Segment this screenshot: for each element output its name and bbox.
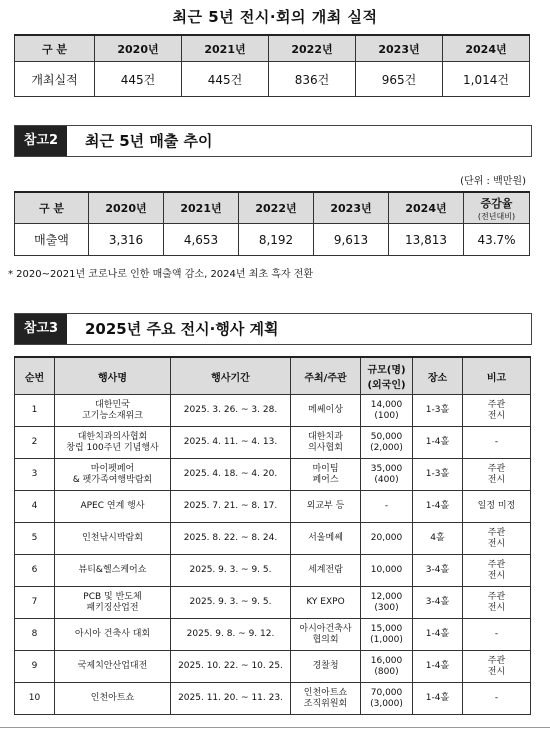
header-cell: 구 분 bbox=[15, 35, 95, 62]
section-title: 최근 5년 매출 추이 bbox=[85, 132, 213, 150]
table-cell: 9,613 bbox=[314, 224, 389, 256]
table-cell bbox=[55, 395, 171, 427]
table-cell bbox=[171, 427, 291, 459]
table-cell bbox=[55, 427, 171, 459]
table-cell bbox=[291, 459, 361, 491]
cell-text: 6 bbox=[31, 565, 38, 575]
table-cell bbox=[291, 619, 361, 651]
header-cell bbox=[464, 192, 530, 224]
table-cell bbox=[413, 619, 463, 651]
cell-text: 2025. 7. 21. ~ 8. 17. bbox=[183, 501, 278, 511]
footnote: * 2020~2021년 코로나로 인한 매출액 감소, 2024년 최초 흑자 전환 bbox=[8, 269, 314, 280]
cell-text: - bbox=[384, 501, 389, 511]
table-cell bbox=[361, 395, 413, 427]
cell-text: 2025. 9. 3. ~ 9. 5. bbox=[189, 565, 272, 575]
cell-text: 2025. 3. 26. ~ 3. 28. bbox=[183, 405, 278, 415]
header-label: 규모(명) bbox=[367, 365, 406, 376]
cell-text: 페어스 bbox=[312, 474, 339, 485]
table-row bbox=[15, 459, 531, 491]
table-cell: 965건 bbox=[356, 62, 443, 97]
page-title: 최근 5년 전시·회의 개최 실적 bbox=[172, 8, 378, 26]
header-cell bbox=[361, 357, 413, 395]
table-cell bbox=[413, 587, 463, 619]
table-cell bbox=[463, 459, 531, 491]
table-cell bbox=[15, 395, 55, 427]
table-cell bbox=[291, 683, 361, 715]
table-cell bbox=[413, 395, 463, 427]
table-cell bbox=[55, 651, 171, 683]
header-cell: 2021년 bbox=[182, 35, 269, 62]
table-cell bbox=[15, 523, 55, 555]
cell-text: 전시 bbox=[487, 666, 506, 677]
cell-text: 1-4홀 bbox=[425, 661, 450, 671]
cell-text: 대한치과의사협회 bbox=[77, 431, 148, 442]
table-cell bbox=[171, 491, 291, 523]
table-row bbox=[15, 427, 531, 459]
table-cell: 3,316 bbox=[89, 224, 164, 256]
table-cell bbox=[171, 555, 291, 587]
table-cell bbox=[171, 651, 291, 683]
table-cell: 매출액 bbox=[15, 224, 89, 256]
table-cell bbox=[361, 683, 413, 715]
table-cell bbox=[55, 555, 171, 587]
cell-text: - bbox=[494, 437, 499, 447]
cell-text: 2025. 4. 11. ~ 4. 13. bbox=[183, 437, 278, 447]
cell-text: (400) bbox=[374, 474, 399, 485]
table-cell bbox=[15, 555, 55, 587]
table-cell bbox=[361, 651, 413, 683]
header-cell: 2021년 bbox=[164, 192, 239, 224]
table-cell bbox=[171, 459, 291, 491]
section-title: 2025년 주요 전시·행사 계획 bbox=[85, 320, 279, 338]
cell-text: 5 bbox=[31, 533, 38, 543]
table-cell bbox=[463, 587, 531, 619]
table-cell bbox=[291, 491, 361, 523]
cell-text: 일정 미정 bbox=[477, 501, 516, 511]
table-cell: 1,014건 bbox=[443, 62, 530, 97]
table-cell bbox=[361, 523, 413, 555]
cell-text: 아시아건축사 bbox=[299, 623, 352, 634]
table-cell bbox=[55, 523, 171, 555]
cell-text: 주관 bbox=[487, 655, 506, 666]
cell-text: 8 bbox=[31, 629, 38, 639]
header-cell: 2020년 bbox=[95, 35, 182, 62]
table-cell bbox=[463, 683, 531, 715]
section-heading-2 bbox=[14, 125, 532, 157]
header-sublabel: (외국인) bbox=[367, 380, 406, 391]
table-cell bbox=[171, 587, 291, 619]
cell-text: 3 bbox=[31, 469, 38, 479]
table-header-row bbox=[15, 192, 530, 224]
table-cell bbox=[55, 491, 171, 523]
section-tag: 참고3 bbox=[15, 314, 67, 344]
table-row bbox=[15, 651, 531, 683]
cell-text: 전시 bbox=[487, 570, 506, 581]
cell-text: 4홀 bbox=[430, 533, 445, 543]
table-cell bbox=[413, 491, 463, 523]
cell-text: 마이팀 bbox=[312, 463, 339, 474]
cell-text: 전시 bbox=[487, 602, 506, 613]
cell-text: 35,000 bbox=[370, 463, 403, 474]
cell-text: 7 bbox=[31, 597, 38, 607]
cell-text: & 펫가족여행박람회 bbox=[72, 474, 153, 485]
cell-text: 국제치안산업대전 bbox=[77, 661, 148, 671]
cell-text: (800) bbox=[374, 666, 399, 677]
table-cell bbox=[463, 555, 531, 587]
cell-text: 대한민국 bbox=[95, 399, 130, 410]
cell-text: 전시 bbox=[487, 474, 506, 485]
table-cell bbox=[15, 683, 55, 715]
cell-text: 주관 bbox=[487, 591, 506, 602]
table-cell bbox=[463, 523, 531, 555]
cell-text: 1 bbox=[31, 405, 38, 415]
table-row bbox=[15, 395, 531, 427]
table-cell bbox=[291, 523, 361, 555]
cell-text: 주관 bbox=[487, 399, 506, 410]
cell-text: 외교부 등 bbox=[306, 501, 345, 511]
table-cell bbox=[15, 459, 55, 491]
sales-table bbox=[14, 191, 530, 256]
table-cell: 개최실적 bbox=[15, 62, 95, 97]
cell-text: 70,000 bbox=[370, 687, 403, 698]
table-cell bbox=[413, 459, 463, 491]
table-cell bbox=[15, 651, 55, 683]
table-cell bbox=[15, 619, 55, 651]
table-row bbox=[15, 491, 531, 523]
table-cell bbox=[55, 619, 171, 651]
table-cell bbox=[413, 651, 463, 683]
table-row bbox=[15, 523, 531, 555]
cell-text: 50,000 bbox=[370, 431, 403, 442]
cell-text: 협의회 bbox=[312, 634, 339, 645]
cell-text: 1-3홀 bbox=[425, 405, 450, 415]
cell-text: (100) bbox=[374, 410, 399, 421]
table-cell bbox=[463, 619, 531, 651]
table-cell bbox=[463, 427, 531, 459]
header-cell: 순번 bbox=[15, 357, 55, 395]
cell-text: 15,000 bbox=[370, 623, 403, 634]
cell-text: 인천낚시박람회 bbox=[82, 533, 143, 543]
table-cell bbox=[361, 459, 413, 491]
cell-text: 2025. 9. 3. ~ 9. 5. bbox=[189, 597, 272, 607]
cell-text: 10,000 bbox=[370, 565, 403, 575]
header-cell: 2023년 bbox=[356, 35, 443, 62]
cell-text: KY EXPO bbox=[306, 597, 345, 607]
cell-text: (300) bbox=[374, 602, 399, 613]
cell-text: 1-4홀 bbox=[425, 501, 450, 511]
section-tag: 참고2 bbox=[15, 126, 67, 156]
cell-text: (3,000) bbox=[370, 698, 403, 709]
table-cell bbox=[55, 459, 171, 491]
table-cell bbox=[361, 427, 413, 459]
table-cell bbox=[55, 683, 171, 715]
cell-text: 아시아 건축사 대회 bbox=[74, 629, 151, 639]
cell-text: 16,000 bbox=[370, 655, 403, 666]
table-cell bbox=[463, 395, 531, 427]
cell-text: 마이펫페어 bbox=[90, 463, 135, 474]
table-cell bbox=[291, 395, 361, 427]
cell-text: 의사협회 bbox=[308, 442, 343, 453]
cell-text: 14,000 bbox=[370, 399, 403, 410]
cell-text: APEC 연계 행사 bbox=[80, 501, 145, 511]
cell-text: 1-4홀 bbox=[425, 629, 450, 639]
header-cell: 행사기간 bbox=[171, 357, 291, 395]
cell-text: (2,000) bbox=[370, 442, 403, 453]
cell-text: 2025. 10. 22. ~ 10. 25. bbox=[178, 661, 283, 671]
table-row bbox=[15, 683, 531, 715]
table-cell bbox=[413, 555, 463, 587]
cell-text: 3-4홀 bbox=[425, 565, 450, 575]
table-cell: 836건 bbox=[269, 62, 356, 97]
cell-text: 3-4홀 bbox=[425, 597, 450, 607]
cell-text: 2025. 9. 8. ~ 9. 12. bbox=[186, 629, 275, 639]
table-cell bbox=[463, 491, 531, 523]
header-cell: 장소 bbox=[413, 357, 463, 395]
table-header-row bbox=[15, 35, 530, 62]
table-cell bbox=[171, 395, 291, 427]
cell-text: 메쎄이상 bbox=[308, 405, 343, 415]
cell-text: 12,000 bbox=[370, 591, 403, 602]
table-row bbox=[15, 587, 531, 619]
cell-text: 2025. 8. 22. ~ 8. 24. bbox=[183, 533, 278, 543]
events-table bbox=[14, 356, 531, 715]
cell-text: 주관 bbox=[487, 527, 506, 538]
header-cell: 행사명 bbox=[55, 357, 171, 395]
cell-text: 주관 bbox=[487, 559, 506, 570]
table-cell: 43.7% bbox=[464, 224, 530, 256]
cell-text: 전시 bbox=[487, 538, 506, 549]
cell-text: 4 bbox=[31, 501, 38, 511]
header-cell: 2022년 bbox=[239, 192, 314, 224]
cell-text: 10 bbox=[28, 693, 41, 703]
header-cell: 구 분 bbox=[15, 192, 89, 224]
cell-text: (1,000) bbox=[370, 634, 403, 645]
table-cell: 8,192 bbox=[239, 224, 314, 256]
cell-text: 2025. 4. 18. ~ 4. 20. bbox=[183, 469, 278, 479]
table-cell bbox=[291, 651, 361, 683]
cell-text: PCB 및 반도체 bbox=[83, 591, 142, 602]
cell-text: 2 bbox=[31, 437, 38, 447]
table-cell: 4,653 bbox=[164, 224, 239, 256]
cell-text: 세계전람 bbox=[308, 565, 343, 575]
table-header-row bbox=[15, 357, 531, 395]
table-cell bbox=[361, 555, 413, 587]
cell-text: 주관 bbox=[487, 463, 506, 474]
cell-text: 전시 bbox=[487, 410, 506, 421]
table-cell bbox=[413, 683, 463, 715]
table-cell bbox=[171, 619, 291, 651]
table-cell bbox=[15, 587, 55, 619]
header-cell: 2023년 bbox=[314, 192, 389, 224]
cell-text: 1-4홀 bbox=[425, 437, 450, 447]
table-cell bbox=[361, 491, 413, 523]
cell-text: 20,000 bbox=[370, 533, 403, 543]
header-cell: 주최/주관 bbox=[291, 357, 361, 395]
table-cell bbox=[55, 587, 171, 619]
cell-text: 대한치과 bbox=[308, 431, 343, 442]
table-cell: 445건 bbox=[182, 62, 269, 97]
table-cell: 445건 bbox=[95, 62, 182, 97]
table-row bbox=[15, 224, 530, 256]
cell-text: 고기능소재위크 bbox=[82, 410, 143, 421]
table-cell bbox=[171, 683, 291, 715]
table-row bbox=[15, 555, 531, 587]
header-cell: 비고 bbox=[463, 357, 531, 395]
header-cell: 2022년 bbox=[269, 35, 356, 62]
section-heading-3 bbox=[14, 313, 532, 345]
cell-text: 서울메쎄 bbox=[308, 533, 343, 543]
cell-text: 인천아트쇼 bbox=[303, 687, 348, 698]
header-cell: 2024년 bbox=[389, 192, 464, 224]
header-label: 증감율 bbox=[480, 196, 513, 210]
cell-text: 1-4홀 bbox=[425, 693, 450, 703]
table-cell bbox=[413, 427, 463, 459]
unit-label: (단위 : 백만원) bbox=[460, 176, 526, 187]
cell-text: - bbox=[494, 629, 499, 639]
table-row bbox=[15, 62, 530, 97]
cell-text: 경찰청 bbox=[312, 661, 339, 671]
cell-text: 1-3홀 bbox=[425, 469, 450, 479]
cell-text: 뷰티&헬스케어쇼 bbox=[78, 565, 147, 575]
cell-text: 조직위원회 bbox=[303, 698, 348, 709]
header-cell: 2020년 bbox=[89, 192, 164, 224]
header-cell: 2024년 bbox=[443, 35, 530, 62]
table-cell bbox=[291, 587, 361, 619]
table-cell: 13,813 bbox=[389, 224, 464, 256]
table-cell bbox=[15, 491, 55, 523]
divider bbox=[0, 727, 550, 728]
cell-text: 창립 100주년 기념행사 bbox=[66, 442, 159, 453]
header-sublabel: (전년대비) bbox=[477, 211, 516, 221]
cell-text: 9 bbox=[31, 661, 38, 671]
table-cell bbox=[291, 427, 361, 459]
cell-text: 인천아트쇼 bbox=[90, 693, 135, 703]
table-cell bbox=[413, 523, 463, 555]
cell-text: 패키징산업전 bbox=[86, 602, 139, 613]
table-cell bbox=[171, 523, 291, 555]
cell-text: - bbox=[494, 693, 499, 703]
cell-text: 2025. 11. 20. ~ 11. 23. bbox=[178, 693, 283, 703]
table-cell bbox=[361, 587, 413, 619]
table-cell bbox=[15, 427, 55, 459]
table-row bbox=[15, 619, 531, 651]
table-cell bbox=[361, 619, 413, 651]
performance-table bbox=[14, 34, 530, 97]
table-cell bbox=[463, 651, 531, 683]
table-cell bbox=[291, 555, 361, 587]
